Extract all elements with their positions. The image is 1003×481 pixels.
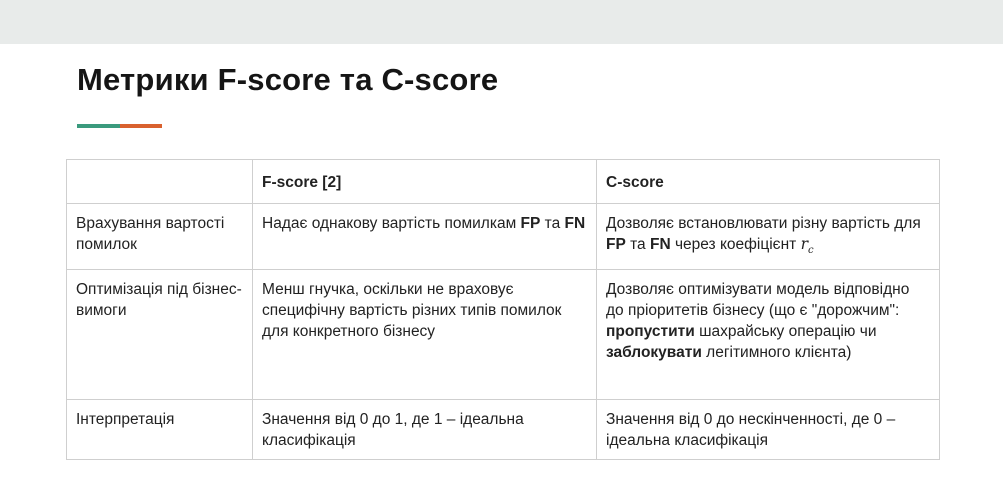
table-row bbox=[67, 204, 940, 270]
accent-bar-green bbox=[77, 124, 120, 128]
c-score-cell: Значення від 0 до нескінченності, де 0 – ідеальна класифікація bbox=[597, 400, 940, 460]
accent-bar-orange bbox=[120, 124, 162, 128]
table-row bbox=[67, 400, 940, 460]
coefficient-symbol: $r_c$ bbox=[800, 235, 814, 257]
header-cell-empty bbox=[67, 160, 253, 204]
header-cell-f-score: F-score [2] bbox=[253, 160, 597, 204]
c-score-cell: Дозволяє встановлювати різну вартість для FP та FN через коефіцієнт $r_c$ bbox=[597, 204, 940, 270]
table-header-row bbox=[67, 160, 940, 204]
top-band bbox=[0, 0, 1003, 44]
row-label: Оптимізація під бізнес-вимоги bbox=[67, 270, 253, 400]
header-cell-c-score: C-score bbox=[597, 160, 940, 204]
slide-title: Метрики F-score та С-score bbox=[77, 62, 499, 97]
f-score-cell: Надає однакову вартість помилкам FP та FN bbox=[253, 204, 597, 270]
table-row bbox=[67, 270, 940, 400]
c-score-cell: Дозволяє оптимізувати модель відповідно до пріоритетів бізнесу (що є "дорожчим": пропустити шахрайську операцію чи заблокувати легітимного клієнта) bbox=[597, 270, 940, 400]
row-label: Інтерпретація bbox=[67, 400, 253, 460]
comparison-table bbox=[66, 159, 940, 460]
row-label: Врахування вартості помилок bbox=[67, 204, 253, 270]
f-score-cell: Менш гнучка, оскільки не враховує специфічну вартість різних типів помилок для конкретного бізнесу bbox=[253, 270, 597, 400]
f-score-cell: Значення від 0 до 1, де 1 – ідеальна класифікація bbox=[253, 400, 597, 460]
